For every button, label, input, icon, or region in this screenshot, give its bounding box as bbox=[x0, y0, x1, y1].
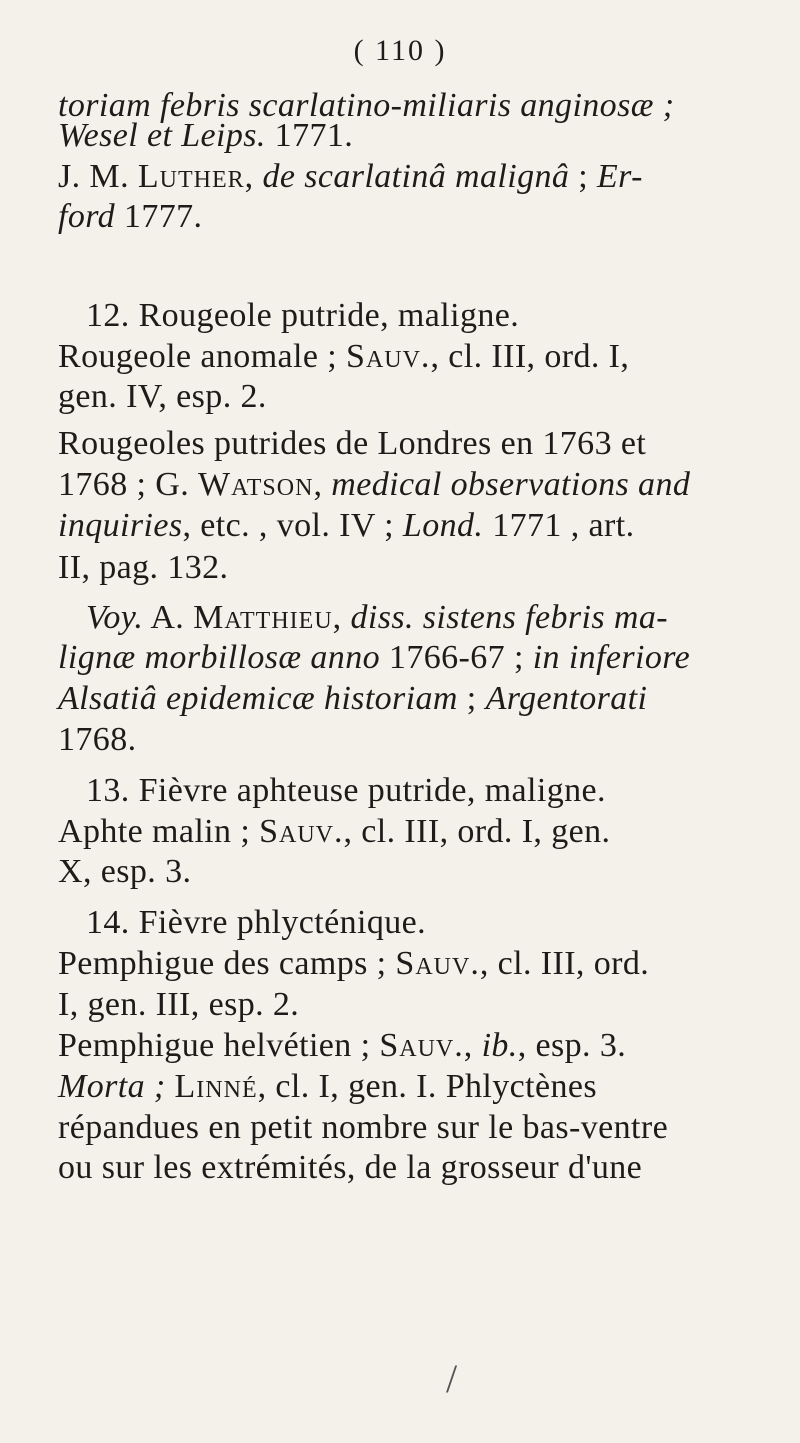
text-segment: Pemphigue helvétien ; bbox=[58, 1027, 380, 1064]
text-segment: 13. Fièvre aphteuse putride, maligne. bbox=[86, 772, 606, 809]
text-line bbox=[58, 1148, 642, 1188]
text-segment: 1766-67 ; bbox=[380, 639, 533, 676]
text-segment: , bbox=[313, 466, 332, 503]
text-line bbox=[58, 944, 649, 984]
ink-mark: / bbox=[446, 1356, 458, 1401]
text-segment: Argentorati bbox=[485, 680, 648, 717]
text-segment: ; bbox=[569, 158, 597, 195]
text-segment: Morta ; bbox=[58, 1068, 166, 1105]
text-segment: I, gen. III, esp. 2. bbox=[58, 986, 300, 1023]
text-line bbox=[86, 903, 426, 943]
text-line bbox=[86, 771, 606, 811]
text-segment: Pemphigue des camps ; bbox=[58, 945, 396, 982]
text-line bbox=[58, 337, 629, 377]
text-segment: inquiries bbox=[58, 507, 183, 544]
text-segment: , esp. 3. bbox=[517, 1027, 627, 1064]
text-line bbox=[58, 157, 643, 197]
text-segment: Sauv. bbox=[379, 1027, 464, 1064]
text-segment: , cl. III, ord. I, gen. bbox=[343, 813, 611, 850]
text-line bbox=[58, 852, 191, 892]
text-segment: , etc. , vol. IV ; bbox=[182, 507, 403, 544]
text-segment bbox=[166, 1068, 175, 1105]
text-segment: Luther bbox=[137, 158, 245, 195]
text-segment: , bbox=[463, 1027, 482, 1064]
text-segment: A. bbox=[143, 599, 194, 636]
text-line bbox=[58, 424, 646, 464]
text-line bbox=[58, 720, 137, 760]
text-segment: ford bbox=[58, 198, 116, 235]
text-segment: X, esp. 3. bbox=[58, 853, 192, 890]
text-line bbox=[58, 1026, 626, 1066]
text-segment: Sauv. bbox=[259, 813, 344, 850]
text-segment: 12. Rougeole putride, maligne. bbox=[86, 297, 520, 334]
text-line bbox=[58, 506, 634, 546]
text-segment: , cl. III, ord. I, bbox=[430, 338, 630, 375]
text-segment: 1771. bbox=[265, 117, 354, 154]
text-segment: toriam febris scarlatino-miliaris anginosæ ; bbox=[58, 87, 675, 124]
text-segment: de scarlatinâ malignâ bbox=[262, 158, 570, 195]
text-segment: diss. sistens febris ma- bbox=[350, 599, 668, 636]
text-segment: ou sur les extrémités, de la grosseur d'une bbox=[58, 1149, 643, 1186]
text-segment: ib. bbox=[481, 1027, 518, 1064]
text-segment: , cl. III, ord. bbox=[479, 945, 650, 982]
text-segment: Alsatiâ epidemicæ historiam bbox=[58, 680, 458, 717]
text-line bbox=[58, 1108, 668, 1148]
text-segment: Lond. bbox=[402, 507, 484, 544]
text-line bbox=[58, 548, 228, 588]
text-segment: 1768 ; G. bbox=[58, 466, 198, 503]
text-segment: 1771 , art. bbox=[483, 507, 635, 544]
text-line bbox=[58, 985, 299, 1025]
text-segment: 1777. bbox=[115, 198, 203, 235]
text-segment: Voy. bbox=[86, 599, 144, 636]
text-segment: ; bbox=[457, 680, 486, 717]
text-segment: 1768. bbox=[58, 721, 137, 758]
text-segment: Rougeole anomale ; bbox=[58, 338, 347, 375]
text-segment: J. M. bbox=[58, 158, 138, 195]
text-line bbox=[58, 465, 690, 505]
text-segment: Sauv. bbox=[346, 338, 431, 375]
text-line bbox=[58, 638, 690, 678]
text-segment: Aphte malin ; bbox=[58, 813, 260, 850]
text-segment: lignæ morbillosæ anno bbox=[58, 639, 381, 676]
text-segment: Sauv. bbox=[395, 945, 480, 982]
text-segment: II, pag. 132. bbox=[58, 549, 229, 586]
text-segment: Linné bbox=[174, 1068, 258, 1105]
text-segment: , bbox=[332, 599, 351, 636]
text-line bbox=[86, 296, 519, 336]
text-line bbox=[58, 197, 202, 237]
text-segment: 14. Fièvre phlycténique. bbox=[86, 904, 427, 941]
text-line bbox=[58, 812, 610, 852]
text-segment: gen. IV, esp. 2. bbox=[58, 378, 267, 415]
text-line bbox=[58, 377, 267, 417]
text-line bbox=[58, 116, 353, 156]
text-segment: in inferiore bbox=[532, 639, 691, 676]
text-segment: , cl. I, gen. I. Phlyctènes bbox=[257, 1068, 598, 1105]
text-segment: Er- bbox=[596, 158, 643, 195]
text-segment: Wesel et Leips. bbox=[58, 117, 266, 154]
text-segment: Rougeoles putrides de Londres en 1763 et bbox=[58, 425, 647, 462]
text-segment: Watson bbox=[198, 466, 314, 503]
text-segment: répandues en petit nombre sur le bas-ventre bbox=[58, 1109, 669, 1146]
page-number: ( 110 ) bbox=[353, 34, 447, 67]
text-line bbox=[58, 1067, 597, 1107]
text-segment: Matthieu bbox=[193, 599, 333, 636]
text-segment: , bbox=[244, 158, 263, 195]
text-line bbox=[86, 598, 668, 638]
text-segment: medical observations and bbox=[331, 466, 691, 503]
text-line bbox=[58, 679, 647, 719]
